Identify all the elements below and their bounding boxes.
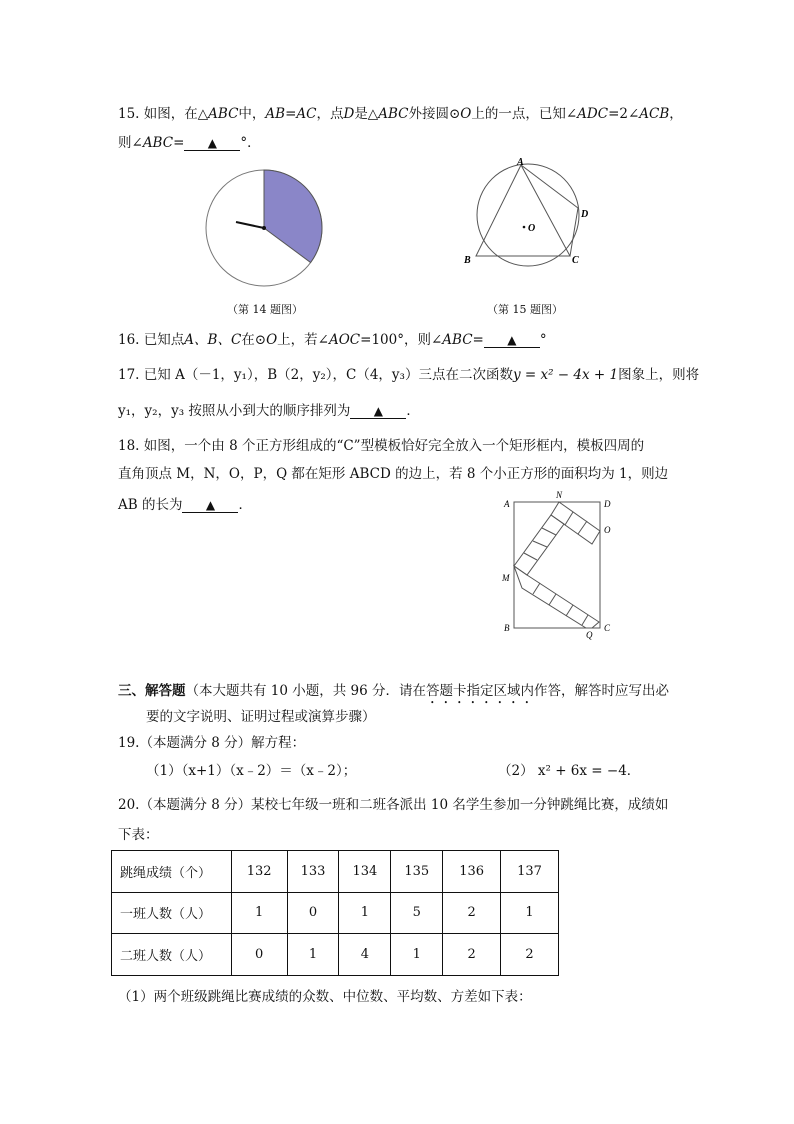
score-table — [111, 850, 559, 976]
label-O: O — [604, 525, 611, 535]
section3-line2: 要的文字说明、证明过程或演算步骤） — [146, 709, 376, 725]
q18-line2: 直角顶点 M，N，O，P，Q 都在矩形 ABCD 的边上，若 8 个小正方形的面积均为 1，则边 — [118, 466, 669, 482]
q15-line2: 则∠ABC= ▲ °． — [118, 135, 261, 151]
figure-14-caption: （第 14 题图） — [227, 303, 303, 316]
q20-sub1: （1）两个班级跳绳比赛成绩的众数、中位数、平均数、方差如下表： — [118, 989, 532, 1005]
q15-line1: 15. 如图，在△ABC中，AB=AC，点D是△ABC外接圆⊙O上的一点，已知∠ADC=2∠ACB， — [118, 106, 683, 122]
q19-part1: （1）（x+1）（x﹣2）＝（x﹣2）； — [146, 763, 357, 779]
figure-15-circle — [455, 158, 595, 268]
q17-line2: y₁，y₂，y₃ 按照从小到大的顺序排列为 ▲ ． — [118, 403, 420, 419]
q18-line1: 18. 如图，一个由 8 个正方形组成的“C”型模板恰好完全放入一个矩形框内，模板四周的 — [118, 438, 645, 454]
table-row: 跳绳成绩（个） 132 133 134 135 136 137 — [112, 851, 559, 893]
figure-15-caption: （第 15 题图） — [487, 303, 563, 316]
answer-blank: ▲ — [484, 333, 540, 348]
q19-part2: （2） x² + 6x = −4． — [498, 763, 641, 779]
label-D: D — [581, 209, 589, 220]
label-B: B — [464, 255, 471, 266]
q16-line: 16. 已知点A、B、C在⊙O上，若∠AOC=100°，则∠ABC= ▲ ° — [118, 332, 547, 348]
label-M: M — [502, 573, 510, 583]
q17-line1: 17. 已知 A（－1，y₁），B（2，y₂），C（4，y₃）三点在二次函数y = x² − 4x + 1图象上，则将 — [118, 367, 700, 383]
figure-18-c-template — [498, 488, 623, 643]
table-row: 一班人数（人） 1 0 1 5 2 1 — [112, 892, 559, 934]
answer-blank: ▲ — [182, 498, 238, 513]
label-Q: Q — [586, 630, 593, 640]
label-C: C — [572, 255, 579, 266]
section-title: 三、解答题 — [118, 683, 186, 699]
label-N: N — [556, 490, 563, 500]
label-C: C — [604, 623, 611, 633]
label-A: A — [504, 499, 510, 509]
q19-head: 19.（本题满分 8 分）解方程： — [118, 735, 306, 751]
label-A: A — [517, 158, 524, 168]
q20-head2: 下表： — [118, 827, 159, 843]
label-B: B — [504, 623, 510, 633]
section3-line1: 三、解答题（本大题共有 10 小题，共 96 分．请在答题卡指定区域内作答，解答时应写出必 — [118, 683, 670, 699]
answer-blank: ▲ — [184, 136, 240, 151]
figure-14-pie — [200, 165, 330, 290]
answer-blank: ▲ — [350, 404, 406, 419]
label-O: O — [528, 223, 536, 234]
label-D: D — [604, 499, 611, 509]
q20-head: 20.（本题满分 8 分）某校七年级一班和二班各派出 10 名学生参加一分钟跳绳比赛，成绩如 — [118, 797, 669, 813]
q18-line3: AB 的长为 ▲ ． — [118, 497, 252, 513]
table-row: 二班人数（人） 0 1 4 1 2 2 — [112, 934, 559, 976]
